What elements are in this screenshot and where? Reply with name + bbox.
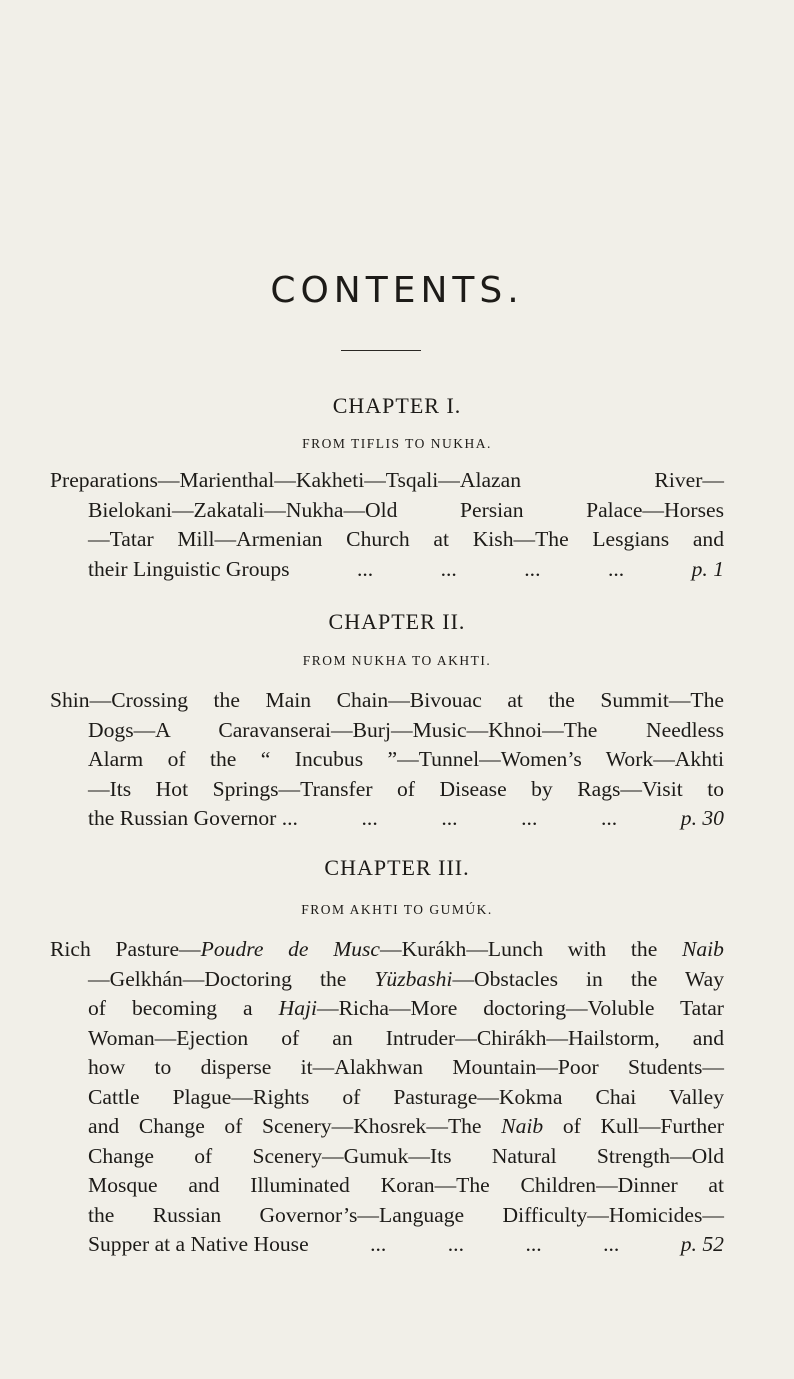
summary-text: and Change of Scenery—Khosrek—The [88,1114,502,1138]
summary-text: —Obstacles in the Way [452,966,725,991]
chapter-3-summary [50,935,724,1260]
summary-line: —Tatar Mill—Armenian Church at Kish—The Lesgians and [88,527,724,551]
summary-line: Preparations—Marienthal—Kakheti—Tsqali—Alazan River— [50,468,724,492]
summary-text: of becoming a [88,996,279,1020]
leader-dots: ... [524,556,541,581]
summary-line: Alarm of the “ Incubus ”—Tunnel—Women’s Work—Akhti [88,747,724,771]
italic-term: Yüzbashi [374,966,453,991]
summary-text: of Kull—Further [543,1114,724,1138]
summary-line [50,965,724,995]
page-reference: p. 1 [691,556,724,581]
summary-line [50,935,724,965]
leader-dots: ... [607,556,625,581]
summary-line: the Russian Governor’s—Language Difficulty—Homicides— [88,1202,724,1227]
page-reference: p. 52 [680,1232,724,1256]
italic-term: Naib [501,1114,544,1138]
italic-term: Poudre de Musc [200,937,380,961]
summary-line [50,994,724,1024]
summary-line [50,1112,724,1142]
page-reference: p. 30 [680,806,724,830]
page-title: CONTENTS. [270,270,524,311]
chapter-1-subheading: FROM TIFLIS TO NUKHA. [302,436,492,451]
summary-text: Supper at a Native House [88,1232,309,1256]
summary-text: —Kurákh—Lunch with the [379,937,682,961]
summary-text: the Russian Governor ... [88,806,298,830]
summary-line: Cattle Plague—Rights of Pasturage—Kokma Chai Valley [88,1084,724,1109]
summary-text: their Linguistic Groups [88,556,290,581]
leader-dots: ... [600,806,618,830]
leader-dots: ... [441,806,458,830]
summary-line: Bielokani—Zakatali—Nukha—Old Persian Palace—Horses [88,497,724,522]
summary-line: how to disperse it—Alakhwan Mountain—Poor Students— [88,1055,724,1079]
summary-line: Mosque and Illuminated Koran—The Children—Dinner at [88,1173,724,1197]
summary-text: Rich Pasture— [50,937,201,961]
chapter-1-summary [50,466,724,584]
summary-line: Dogs—A Caravanserai—Burj—Music—Khnoi—The Needless [88,717,724,742]
leader-dots: ... [525,1232,542,1256]
chapter-2-summary [50,686,724,834]
italic-term: Haji [278,996,317,1020]
summary-line: —Its Hot Springs—Transfer of Disease by Rags—Visit to [88,776,724,801]
chapter-2-subheading: FROM NUKHA TO AKHTI. [302,653,492,668]
summary-line: Woman—Ejection of an Intruder—Chirákh—Hailstorm, and [88,1025,724,1050]
summary-line: Change of Scenery—Gumuk—Its Natural Strength—Old [88,1143,724,1168]
chapter-3-heading: CHAPTER III. [324,855,470,880]
summary-text: —Gelkhán—Doctoring the [88,966,375,991]
summary-text: —Richa—More doctoring—Voluble Tatar [316,996,725,1020]
chapter-1-heading: CHAPTER I. [332,393,462,418]
leader-dots: ... [370,1232,387,1256]
leader-dots: ... [521,806,538,830]
leader-dots: ... [603,1232,620,1256]
title-divider [341,350,421,351]
leader-dots: ... [440,556,457,581]
summary-last-line [50,804,724,834]
summary-last-line [50,1230,724,1260]
leader-dots: ... [361,806,378,830]
leader-dots: ... [356,556,374,581]
summary-line: Shin—Crossing the Main Chain—Bivouac at the Summit—The [50,688,724,712]
chapter-2-heading: CHAPTER II. [328,609,466,634]
summary-last-line [50,555,724,585]
leader-dots: ... [447,1232,464,1256]
chapter-3-subheading: FROM AKHTI TO GUMÚK. [301,902,493,917]
italic-term: Naib [681,937,724,961]
